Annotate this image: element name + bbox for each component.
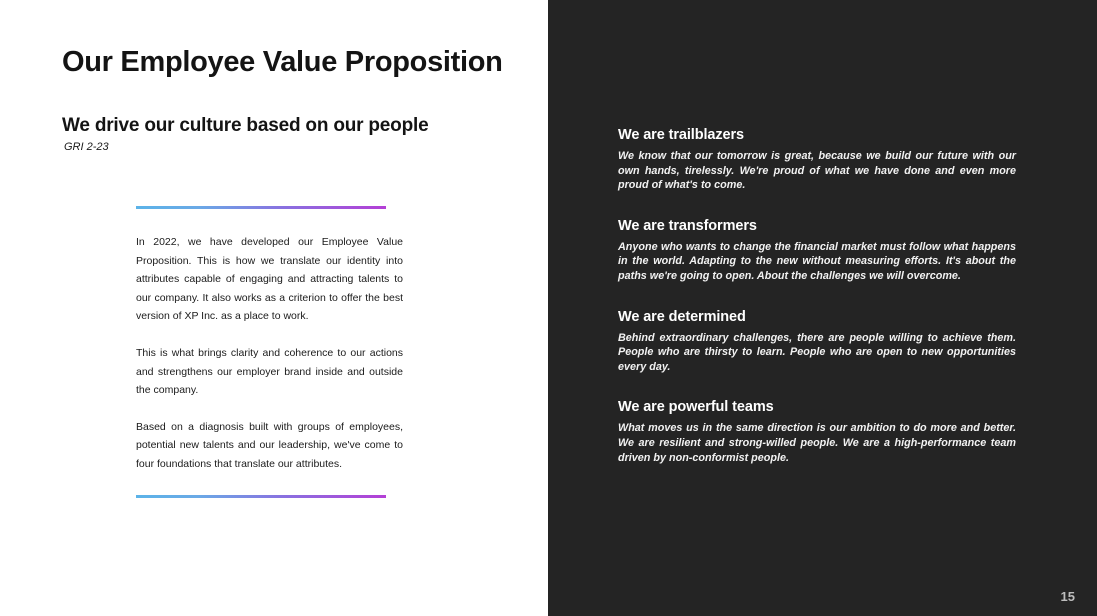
right-values-panel — [548, 0, 1097, 616]
body-paragraph: This is what brings clarity and coherence to our actions and strengthens our employer brand inside and outside the company. — [136, 346, 403, 397]
value-heading: We are powerful teams — [618, 399, 774, 416]
value-heading: We are trailblazers — [618, 127, 744, 143]
gradient-rule-top — [136, 206, 386, 209]
page-title: Our Employee Value Proposition — [62, 46, 503, 79]
value-heading: We are transformers — [618, 217, 757, 234]
list-item — [618, 309, 1016, 375]
list-item — [618, 127, 1016, 193]
list-item — [618, 399, 1016, 465]
value-heading: We are determined — [618, 308, 746, 325]
value-description: Anyone who wants to change the financial market must follow what happens in the world. Adapting to the new without measuring efforts. It's about the paths we're going to open. About the challenges we will overcome. — [618, 240, 1016, 282]
gradient-rule-bottom — [136, 495, 386, 498]
list-item — [618, 218, 1016, 284]
values-list — [618, 127, 1016, 465]
page-number: 15 — [1060, 589, 1075, 604]
gri-reference: GRI 2-23 — [64, 141, 109, 153]
page-subtitle: We drive our culture based on our people — [62, 114, 429, 136]
body-paragraph: In 2022, we have developed our Employee Value Proposition. This is how we translate our identity into attributes capable of engaging and attracting talents to our company. It also works as a criterion to offer the best version of XP Inc. as a place to work. — [136, 236, 403, 323]
value-description: Behind extraordinary challenges, there are people willing to achieve them. People who are thirsty to learn. People who are open to new opportunities every day. — [618, 331, 1016, 373]
value-description: We know that our tomorrow is great, because we build our future with our own hands, tirelessly. We're proud of what we have done and even more proud of what's to come. — [618, 150, 1016, 192]
value-description: What moves us in the same direction is our ambition to do more and better. We are resilient and strong-willed people. We are a high-performance team driven by non-conformist people. — [618, 422, 1016, 464]
body-paragraph: Based on a diagnosis built with groups of employees, potential new talents and our leadership, we've come to four foundations that translate our attributes. — [136, 420, 403, 470]
body-text-block — [136, 206, 403, 498]
left-content-panel — [0, 0, 548, 616]
